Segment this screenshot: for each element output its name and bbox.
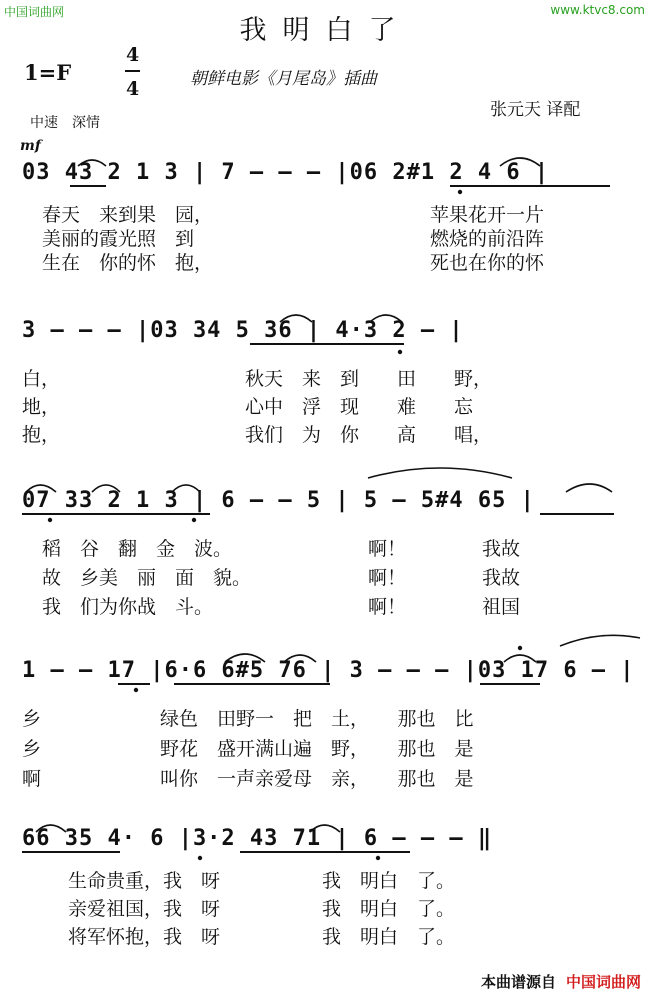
lyric-s2-v3-right: 我们 为 你 高 唱， xyxy=(245,424,493,446)
slur-mark xyxy=(280,315,312,322)
lyric-s5-v3-right: 我 明白 了。 xyxy=(322,926,456,948)
lyric-s3-v2-left: 故 乡美 丽 面 貌。 xyxy=(42,567,252,589)
lyric-s2-v1-left: 白， xyxy=(22,368,61,390)
lyric-s4-v2-right: 野花 盛开满山遍 野， 那也 是 xyxy=(160,738,474,760)
watermark-left: 中国词曲网 xyxy=(4,5,65,19)
lyric-s5-v2-right: 我 明白 了。 xyxy=(322,898,456,920)
lyric-s3-v3-left: 我 们为你战 斗。 xyxy=(42,596,214,618)
slur-mark xyxy=(26,485,56,492)
lyric-s2-v1-right: 秋天 来 到 田 野， xyxy=(245,368,493,390)
slur-mark xyxy=(92,485,120,492)
octave-dot xyxy=(376,856,380,860)
slur-mark xyxy=(36,825,66,832)
lyric-s4-v2-left: 乡 xyxy=(22,738,42,760)
slur-mark xyxy=(370,315,402,322)
notation-system-2: 3 — — — |03 34 5 36 | 4·3 2 — | xyxy=(22,318,464,343)
notation-system-4: 1 — — 17 |6·6 6#5 76 | 3 — — — |03 17 6 — | xyxy=(22,658,635,683)
notation-system-3: 07 33 2 1 3 | 6 — — 5 | 5 — 5#4 65 | xyxy=(22,488,535,513)
slur-mark xyxy=(500,158,540,166)
dynamic-marking: mf xyxy=(20,138,41,154)
lyric-s5-v1-left: 生命贵重，我 呀 xyxy=(68,870,221,892)
time-signature-top: 4 xyxy=(126,44,140,66)
octave-dot xyxy=(192,518,196,522)
lyric-s5-v3-left: 将军怀抱，我 呀 xyxy=(68,926,221,948)
octave-dot xyxy=(48,518,52,522)
subtitle: 朝鲜电影《月尾岛》插曲 xyxy=(190,69,377,89)
slur-mark xyxy=(172,485,200,492)
lyric-s4-v3-right: 叫你 一声亲爱母 亲， 那也 是 xyxy=(160,768,474,790)
notation-system-1: 03 43 2 1 3 | 7 — — — |06 2#1 2 4 6 | xyxy=(22,160,550,185)
octave-dot xyxy=(458,190,462,194)
lyric-s4-v1-left: 乡 xyxy=(22,708,42,730)
tie-mark xyxy=(368,468,512,478)
tempo-marking: 中速 深情 xyxy=(30,115,100,131)
lyric-s3-v1-right: 啊！ 我故 xyxy=(368,538,521,560)
slur-mark xyxy=(310,825,340,832)
footer-label: 本曲谱源自 xyxy=(480,973,556,991)
lyric-s1-v2-right: 燃烧的前沿阵 xyxy=(430,228,545,250)
lyric-s3-v3-right: 啊！ 祖国 xyxy=(368,596,521,618)
lyric-s2-v2-right: 心中 浮 现 难 忘 xyxy=(245,396,474,418)
lyric-s1-v3-left: 生在 你的怀 抱， xyxy=(42,252,214,274)
lyric-s5-v1-right: 我 明白 了。 xyxy=(322,870,456,892)
lyric-s1-v1-left: 春天 来到果 园， xyxy=(42,204,214,226)
key-signature: 1=F xyxy=(24,60,72,85)
octave-dot xyxy=(134,688,138,692)
slur-mark xyxy=(225,654,265,662)
time-signature-bottom: 4 xyxy=(126,78,140,100)
lyric-s4-v3-left: 啊 xyxy=(22,768,42,790)
lyric-s1-v2-left: 美丽的霞光照 到 xyxy=(42,228,195,250)
lyric-s1-v1-right: 苹果花开一片 xyxy=(430,204,545,226)
footer-credit xyxy=(481,971,641,992)
slur-mark xyxy=(566,484,612,492)
lyric-s3-v1-left: 稻 谷 翻 金 波。 xyxy=(42,538,233,560)
lyric-s4-v1-right: 绿色 田野一 把 土， 那也 比 xyxy=(160,708,474,730)
lyric-s2-v3-left: 抱， xyxy=(22,424,61,446)
footer-site-link[interactable]: 中国词曲网 xyxy=(565,973,641,991)
tie-mark xyxy=(560,635,640,646)
octave-dot xyxy=(198,856,202,860)
watermark-right: www.ktvc8.com xyxy=(550,3,645,17)
song-title: 我明白了 xyxy=(239,15,412,46)
slur-mark xyxy=(78,160,106,166)
notation-system-5: 66 35 4· 6 |3·2 43 71 | 6 — — — ‖ xyxy=(22,826,493,851)
slur-mark xyxy=(504,655,536,662)
octave-dot xyxy=(398,350,402,354)
slur-mark xyxy=(284,655,316,662)
lyric-s3-v2-right: 啊！ 我故 xyxy=(368,567,521,589)
octave-dot xyxy=(518,646,522,650)
lyric-s2-v2-left: 地， xyxy=(22,396,61,418)
arranger-credit: 张元天 译配 xyxy=(490,100,581,120)
lyric-s5-v2-left: 亲爱祖国，我 呀 xyxy=(68,898,221,920)
lyric-s1-v3-right: 死也在你的怀 xyxy=(430,252,545,274)
